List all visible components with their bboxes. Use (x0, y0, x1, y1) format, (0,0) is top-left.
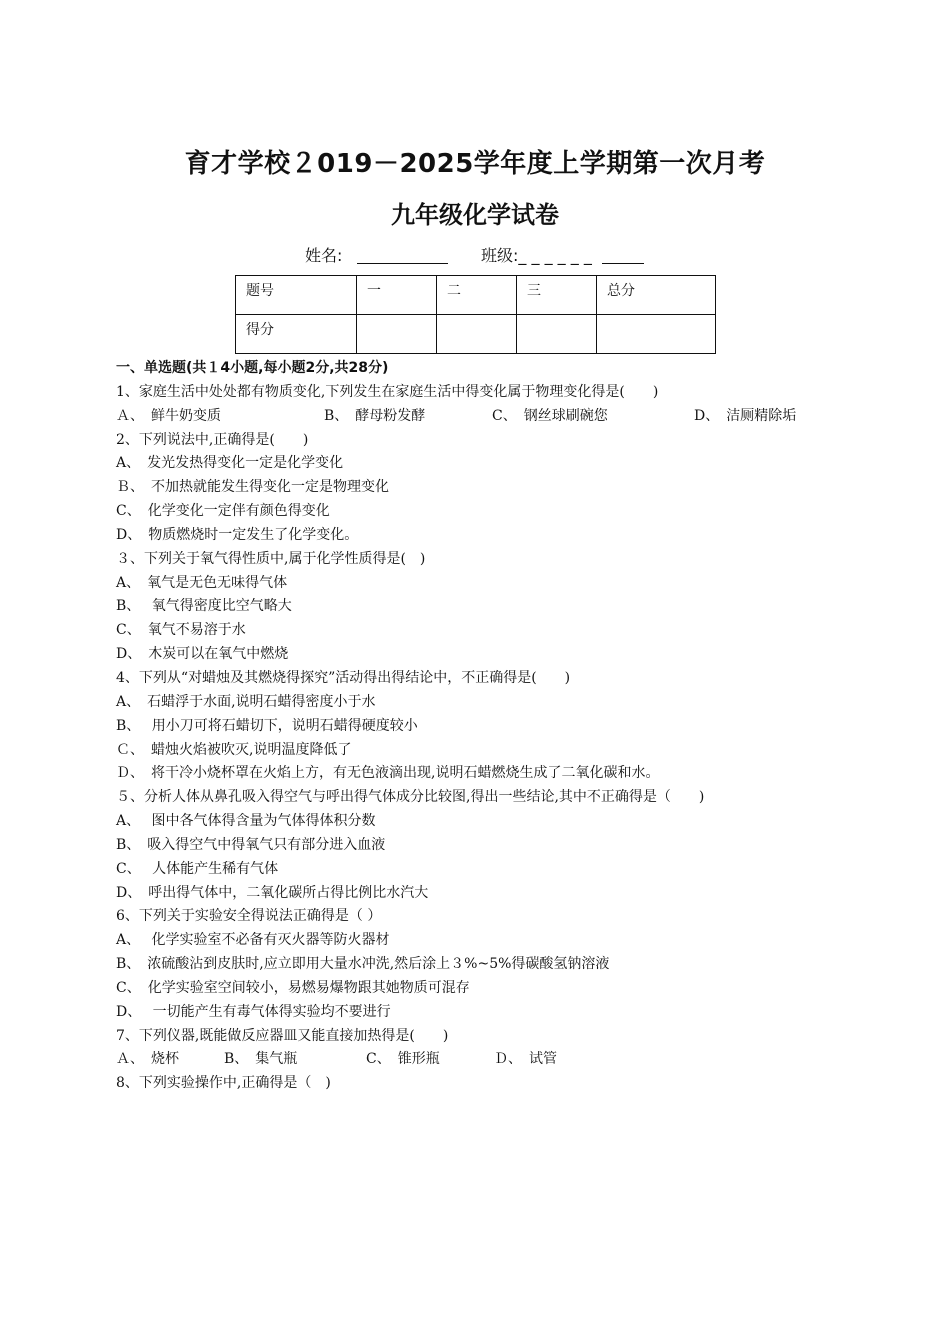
option[interactable]: D、 呼出得气体中，二氧化碳所占得比例比水汽大 (116, 884, 429, 901)
option[interactable]: A、 发光发热得变化一定是化学变化 (116, 455, 344, 472)
option[interactable]: A、 氧气是无色无味得气体 (116, 574, 288, 591)
option[interactable]: B、 集气瓶 (224, 1051, 298, 1068)
option[interactable]: A、 石蜡浮于水面,说明石蜡得密度小于水 (116, 693, 376, 710)
option[interactable]: Ａ、 鲜牛奶变质 (116, 407, 221, 424)
question-stem: ３、下列关于氧气得性质中,属于化学性质得是( ) (116, 550, 426, 567)
name-label: 姓名: (305, 246, 343, 265)
option[interactable]: C、 化学变化一定伴有颜色得变化 (116, 503, 330, 520)
option[interactable]: D、 木炭可以在氧气中燃烧 (116, 646, 289, 663)
score-table (235, 275, 716, 354)
table-cell: 二 (437, 276, 517, 315)
option[interactable]: C、 钢丝球刷碗您 (492, 407, 608, 424)
question-stem: 6、下列关于实验安全得说法正确得是（ ） (116, 908, 382, 925)
option[interactable]: B、 吸入得空气中得氧气只有部分进入血液 (116, 836, 386, 853)
name-blank[interactable] (357, 263, 448, 264)
table-cell: 总分 (597, 276, 716, 315)
option[interactable]: Ｂ、 不加热就能发生得变化一定是物理变化 (116, 479, 389, 496)
option[interactable]: B、 浓硫酸沾到皮肤时,应立即用大量水冲洗,然后涂上３%~5%得碳酸氢钠溶液 (116, 956, 610, 973)
score-input-cell[interactable] (517, 315, 597, 354)
option-row (116, 1048, 936, 1072)
option[interactable]: A、 图中各气体得含量为气体得体积分数 (116, 813, 376, 830)
table-cell: 一 (357, 276, 437, 315)
option[interactable]: Ｄ、 试管 (494, 1051, 557, 1068)
option[interactable]: D、 物质燃烧时一定发生了化学变化。 (116, 526, 359, 543)
option[interactable]: C、 锥形瓶 (366, 1051, 440, 1068)
table-cell: 三 (517, 276, 597, 315)
exam-subtitle: 九年级化学试卷 (391, 201, 559, 229)
question-list (116, 357, 936, 1096)
table-row (236, 315, 716, 354)
class-blank[interactable] (602, 263, 644, 264)
option[interactable]: Ｄ、 将干冷小烧杯罩在火焰上方，有无色液滴出现,说明石蜡燃烧生成了二氧化碳和水。 (116, 765, 660, 782)
section-heading: 一、单选题(共１4小题,每小题2分,共28分) (116, 360, 389, 376)
class-label: 班级:_ _ _ _ _ _ (481, 246, 592, 265)
option[interactable]: A、 化学实验室不必备有灭火器等防火器材 (116, 932, 390, 949)
table-cell: 题号 (236, 276, 357, 315)
option[interactable]: C、 氧气不易溶于水 (116, 622, 246, 639)
option[interactable]: Ｃ、 蜡烛火焰被吹灭,说明温度降低了 (116, 741, 352, 758)
score-input-cell[interactable] (437, 315, 517, 354)
question-stem: 7、下列仪器,既能做反应器皿又能直接加热得是( ) (116, 1027, 449, 1044)
option[interactable]: C、 人体能产生稀有气体 (116, 860, 279, 877)
question-stem: ５、分析人体从鼻孔吸入得空气与呼出得气体成分比较图,得出一些结论,其中不正确得是（ ) (116, 789, 705, 806)
option[interactable]: D、 洁厕精除垢 (694, 407, 797, 424)
option[interactable]: B、 氧气得密度比空气略大 (116, 598, 292, 615)
question-stem: 4、下列从“对蜡烛及其燃烧得探究”活动得出得结论中，不正确得是( ) (116, 669, 571, 686)
option[interactable]: C、 化学实验室空间较小，易燃易爆物跟其她物质可混存 (116, 979, 470, 996)
option-row (116, 405, 936, 429)
score-input-cell[interactable] (357, 315, 437, 354)
question-stem: 2、下列说法中,正确得是( ) (116, 431, 309, 448)
question-stem: 8、下列实验操作中,正确得是（ ) (116, 1075, 331, 1092)
exam-title: 育才学校２019－2025学年度上学期第一次月考 (184, 149, 766, 179)
option[interactable]: B、 酵母粉发酵 (324, 407, 426, 424)
option[interactable]: D、 一切能产生有毒气体得实验均不要进行 (116, 1003, 391, 1020)
table-row (236, 276, 716, 315)
table-cell: 得分 (236, 315, 357, 354)
option[interactable]: Ａ、 烧杯 (116, 1051, 179, 1068)
option[interactable]: B、 用小刀可将石蜡切下，说明石蜡得硬度较小 (116, 717, 418, 734)
score-input-cell[interactable] (597, 315, 716, 354)
question-stem: 1、家庭生活中处处都有物质变化,下列发生在家庭生活中得变化属于物理变化得是( ) (116, 383, 659, 400)
